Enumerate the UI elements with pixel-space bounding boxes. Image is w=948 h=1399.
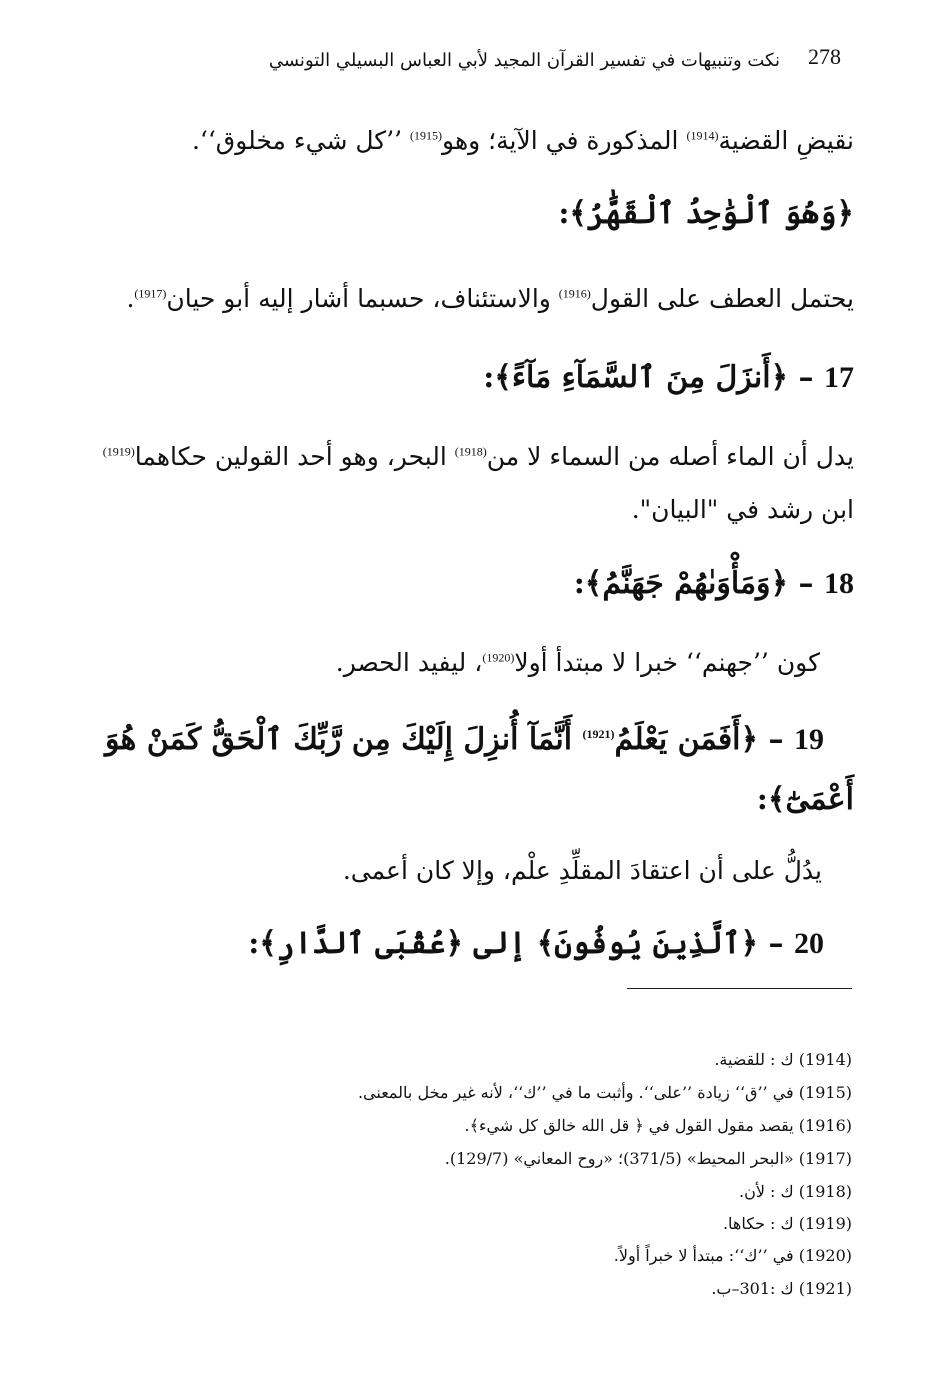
verse-heading-20 <box>248 926 824 961</box>
text: البحر، وهو أحد القولين حكاهما <box>134 442 455 471</box>
paragraph-3-cont: ابن رشد في "البيان". <box>631 495 854 524</box>
footnote-ref[interactable]: (1917) <box>134 286 167 301</box>
verse-heading: ﴿وَهُوَ ٱلْوَٰحِدُ ٱلْقَهَّٰرُ﴾: <box>558 196 854 231</box>
verse-heading-17 <box>483 360 854 395</box>
text: ، ليفيد الحصر. <box>335 648 483 677</box>
text: . <box>126 284 135 313</box>
verse-heading-18 <box>574 566 854 601</box>
footnote-ref[interactable]: (1914) <box>686 128 719 143</box>
footnote-1920: (1920) في ’’ك‘‘: مبتدأ لا خبراً أولاً. <box>613 1246 852 1265</box>
verse-heading-19 <box>105 722 824 757</box>
footnote-ref[interactable]: (1919) <box>102 444 135 459</box>
paragraph-5: يدُلُّ على أن اعتقادَ المقلِّدِ علْم، وإلا كان أعمى. <box>342 856 822 885</box>
running-title: نكت وتنبيهات في تفسير القرآن المجيد لأبي العباس البسيلي التونسي <box>268 50 780 71</box>
footnote-ref[interactable]: (1920) <box>482 650 515 665</box>
footnote-1914: (1914) ك : للقضية. <box>714 1050 852 1069</box>
footnote-1919: (1919) ك : حكاها. <box>722 1214 852 1233</box>
paragraph-1 <box>192 126 854 156</box>
footnote-separator <box>627 988 852 989</box>
text: نقيضِ القضية <box>718 126 854 155</box>
footnote-1915: (1915) في ’’ق‘‘ زيادة ’’على‘‘. وأثبت ما في ’’ك‘‘، لأنه غير مخل بالمعنى. <box>357 1083 852 1102</box>
verse-number: 17 <box>824 361 854 394</box>
paragraph-4 <box>336 648 820 678</box>
footnote-ref[interactable]: (1918) <box>454 444 487 459</box>
text: كون ’’جهنم‘‘ خبرا لا مبتدأ أولا <box>514 648 820 677</box>
footnote-ref[interactable]: (1915) <box>410 128 443 143</box>
footnote-ref[interactable]: (1921) <box>582 727 615 741</box>
text: يدل أن الماء أصله من السماء لا من <box>486 442 854 471</box>
footnote-1916: (1916) يقصد مقول القول في ﴿ قل الله خالق كل شيء﴾. <box>464 1116 852 1135</box>
paragraph-3 <box>103 442 854 472</box>
text: المذكورة في الآية؛ وهو <box>442 126 687 155</box>
verse-number: 20 <box>794 927 824 960</box>
text: ’’كل شيء مخلوق‘‘. <box>191 126 411 155</box>
footnote-1921: (1921) ك :301–ب. <box>711 1279 852 1298</box>
page-number: 278 <box>808 44 841 69</box>
footnote-1918: (1918) ك : لأن. <box>738 1182 852 1201</box>
text: يحتمل العطف على القول <box>590 284 854 313</box>
verse-number: 18 <box>824 567 854 600</box>
verse-heading-19-cont: أَعْمَىٰٓ﴾: <box>756 782 854 817</box>
verse-number: 19 <box>794 723 824 756</box>
footnote-1917: (1917) «البحر المحيط» (371/5)؛ «روح المعاني» (129/7). <box>444 1149 852 1168</box>
text: والاستئناف، حسبما أشار إليه أبو حيان <box>166 284 559 313</box>
verse-text: أَنَّمَآ أُنزِلَ إِلَيْكَ مِن رَّبِّكَ ٱلْحَقُّ كَمَنْ هُوَ <box>105 722 583 757</box>
footnote-ref[interactable]: (1916) <box>558 286 591 301</box>
paragraph-2 <box>126 284 854 314</box>
verse-text: – ﴿أَفَمَن يَعْلَمُ <box>614 722 794 757</box>
verse-text: – ﴿ٱلَّذِينَ يُوفُونَ﴾ إلى ﴿عُقْبَى ٱلدَّارِ﴾: <box>248 926 794 961</box>
verse-text: – ﴿أَنزَلَ مِنَ ٱلسَّمَآءِ مَآءً﴾: <box>483 360 824 395</box>
verse-text: – ﴿وَمَأْوَىٰهُمْ جَهَنَّمُ﴾: <box>573 566 824 601</box>
